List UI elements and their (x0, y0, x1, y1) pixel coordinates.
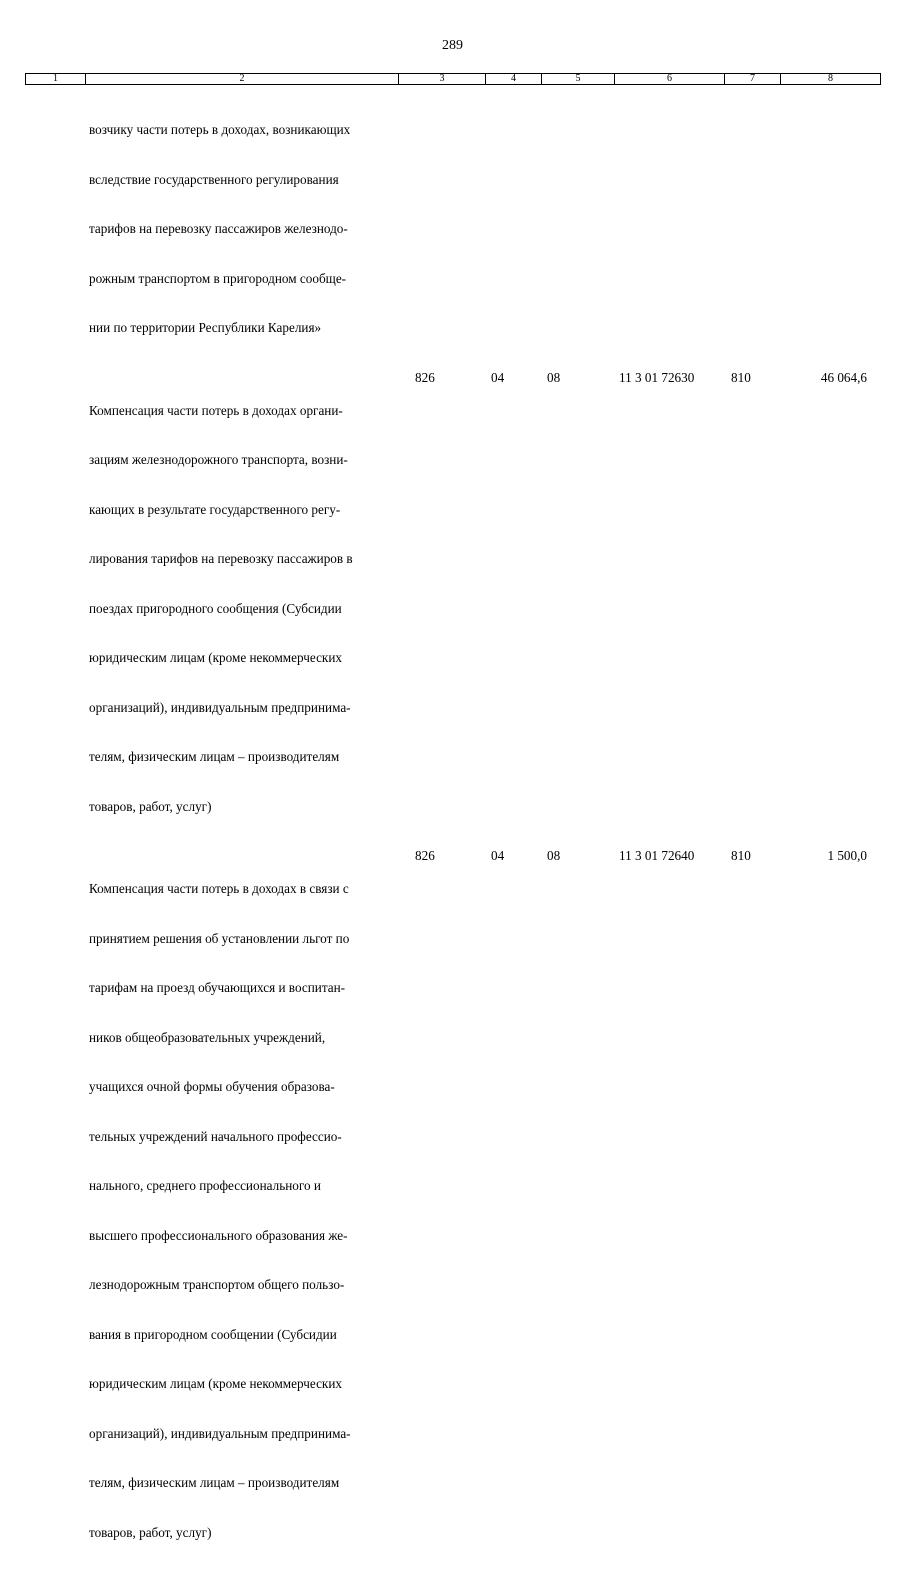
column-number-3: 3 (399, 74, 486, 85)
description-line: телям, физическим лицам – производителям (89, 1475, 340, 1490)
table-body (25, 89, 880, 1574)
description-line: тарифам на проезд обучающихся и воспитан- (89, 980, 346, 995)
description-line: вследствие государственного регулирования (89, 171, 339, 187)
table-row (25, 370, 880, 849)
description-line: лезнодорожным транспортом общего пользо- (89, 1277, 345, 1292)
description-line: принятием решения об установлении льгот по (89, 930, 350, 946)
row-amount: 46 064,6 (820, 369, 867, 385)
description-line: товаров, работ, услуг) (89, 798, 212, 814)
description-line: высшего профессионального образования же- (89, 1227, 348, 1243)
description-line: рожным транспортом в пригородном сообще- (89, 270, 347, 286)
description-line: лирования тарифов на перевозку пассажиров в (89, 551, 353, 566)
row-subsection-code: 08 (547, 848, 561, 863)
description-line: зациям железнодорожного транспорта, возни- (89, 452, 348, 467)
description-line: учащихся очной формы обучения образова- (89, 1079, 335, 1094)
row-section-code: 04 (491, 848, 505, 863)
description-line: товаров, работ, услуг) (89, 1524, 212, 1540)
description-line: юридическим лицам (кроме некоммерческих (89, 1376, 342, 1391)
column-number-5: 5 (542, 74, 615, 85)
column-number-6: 6 (615, 74, 725, 85)
description-line: организаций), индивидуальным предпринима- (89, 699, 351, 715)
row-target-article: 11 3 01 72640 (619, 848, 695, 863)
description-line: Компенсация части потерь в доходах органи- (89, 402, 343, 418)
row-description (89, 89, 403, 370)
description-line: нального, среднего профессионального и (89, 1178, 321, 1193)
table-row (25, 848, 880, 1574)
column-number-7: 7 (725, 74, 781, 85)
column-number-4: 4 (486, 74, 542, 85)
row-section-code: 04 (491, 369, 505, 385)
description-line: поездах пригородного сообщения (Субсидии (89, 600, 342, 616)
description-line: возчику части потерь в доходах, возникающих (89, 122, 351, 137)
description-line: юридическим лицам (кроме некоммерческих (89, 650, 342, 665)
description-line: кающих в результате государственного регу- (89, 501, 341, 517)
description-line: ников общеобразовательных учреждений, (89, 1029, 326, 1045)
column-number-8: 8 (781, 74, 881, 85)
column-number-1: 1 (26, 74, 86, 85)
row-amount: 1 500,0 (827, 848, 867, 863)
row-description (89, 370, 403, 849)
description-line: телям, физическим лицам – производителям (89, 749, 340, 764)
row-ministry-code: 826 (415, 369, 435, 385)
row-expense-type: 810 (731, 848, 751, 863)
column-number-2: 2 (86, 74, 399, 85)
description-line: тельных учреждений начального профессио- (89, 1128, 342, 1144)
description-line: Компенсация части потерь в доходах в связи с (89, 881, 349, 896)
page-number: 289 (442, 38, 463, 53)
description-line: нии по территории Республики Карелия» (89, 320, 322, 335)
column-header-table (25, 73, 881, 85)
description-line: вания в пригородном сообщении (Субсидии (89, 1326, 337, 1342)
row-expense-type: 810 (731, 369, 751, 385)
row-ministry-code: 826 (415, 848, 435, 863)
description-line: тарифов на перевозку пассажиров железнодо- (89, 221, 348, 236)
description-line: организаций), индивидуальным предпринима- (89, 1425, 351, 1441)
row-subsection-code: 08 (547, 369, 561, 385)
row-description (89, 848, 403, 1574)
table-row (25, 89, 880, 370)
row-target-article: 11 3 01 72630 (619, 369, 695, 385)
